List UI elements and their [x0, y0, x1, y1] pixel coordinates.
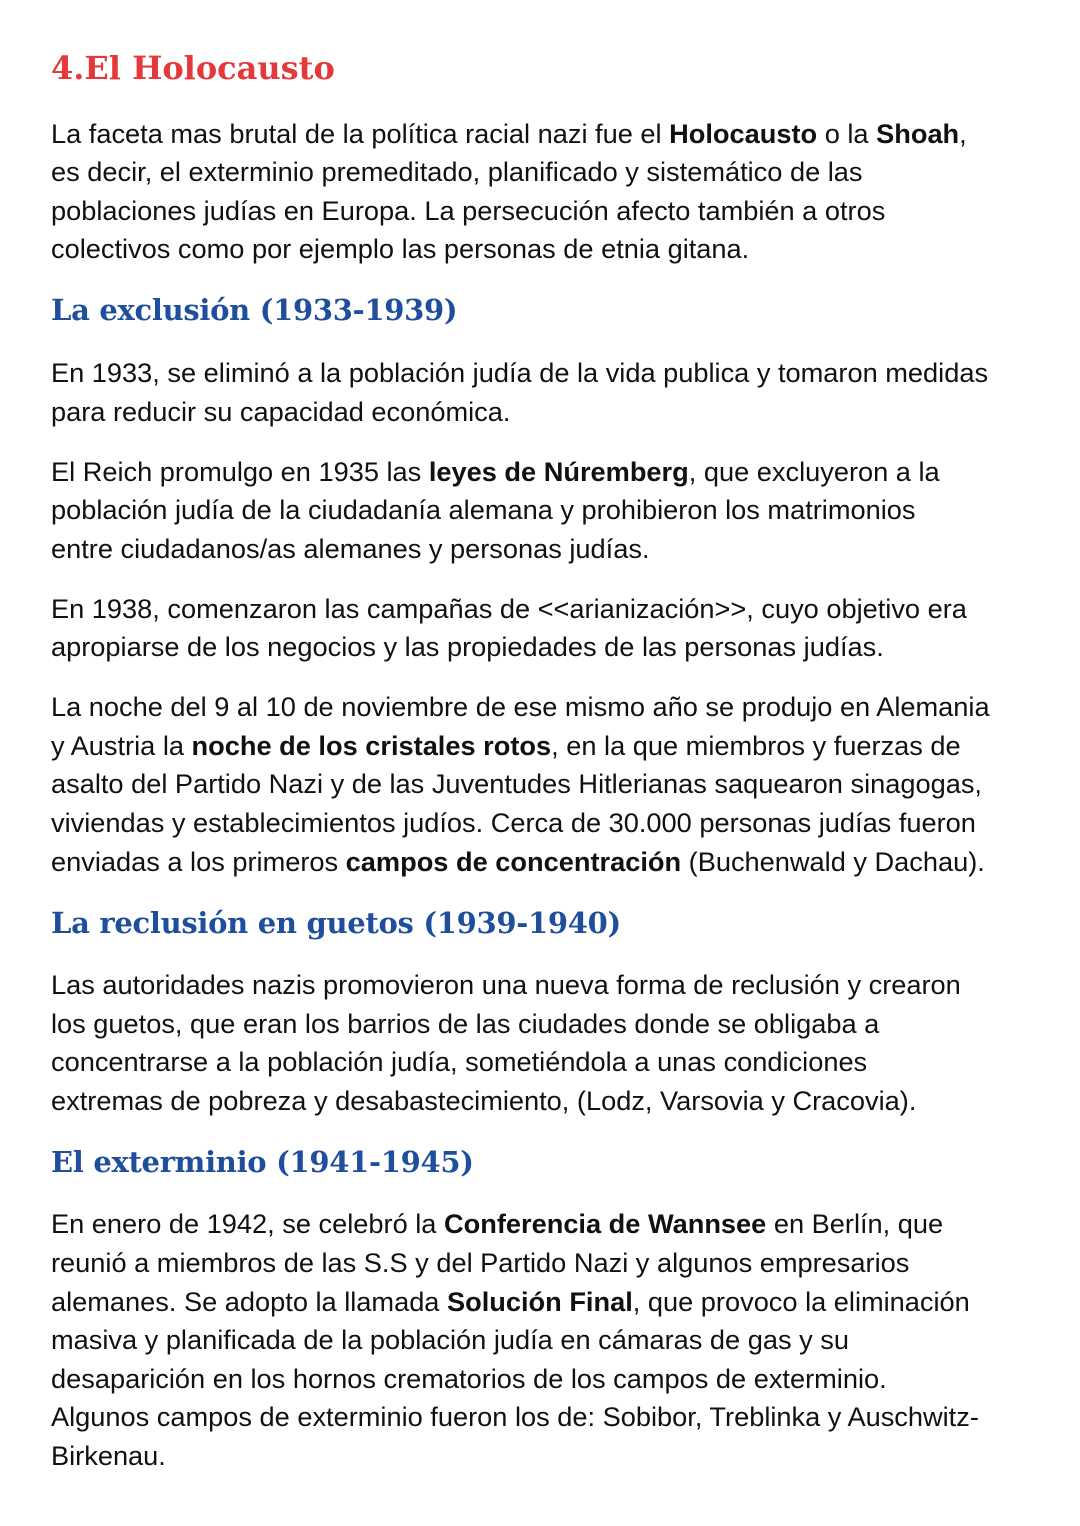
text-line — [51, 688, 1040, 727]
text-line — [51, 628, 1040, 667]
paragraph — [51, 1205, 1040, 1475]
text-line — [51, 1360, 1040, 1399]
text-segment: , que provoco la eliminación — [632, 1285, 970, 1317]
text-segment: El Reich promulgo en 1935 las — [51, 455, 429, 487]
text-line — [51, 843, 1040, 882]
text-segment: en Berlín, que — [766, 1208, 944, 1240]
text-line — [51, 1043, 1040, 1082]
text-segment: Algunos campos de exterminio fueron los de: Sobibor, Treblinka y Auschwitz- — [51, 1401, 979, 1433]
text-line — [51, 192, 1040, 231]
document-page — [51, 46, 1040, 1497]
text-line — [51, 1321, 1040, 1360]
text-line — [51, 354, 1040, 393]
text-segment: La faceta mas brutal de la política racial nazi fue el — [51, 117, 670, 149]
text-segment: En 1933, se eliminó a la población judía de la vida publica y tomaron medidas — [51, 356, 989, 388]
bold-term: campos de concentración — [345, 845, 682, 877]
text-segment: reunió a miembros de las S.S y del Partido Nazi y algunos empresarios — [51, 1247, 910, 1278]
text-segment: extremas de pobreza y desabastecimiento, (Lodz, Varsovia y Cracovia). — [51, 1084, 917, 1116]
document-body — [51, 115, 1040, 1476]
text-segment: Birkenau. — [51, 1439, 166, 1471]
text-segment: masiva y planificada de la población judía en cámaras de gas y su — [51, 1324, 849, 1356]
text-segment: apropiarse de los negocios y las propiedades de las personas judías. — [51, 631, 884, 663]
text-line — [51, 1398, 1040, 1437]
text-segment: para reducir su capacidad económica. — [51, 395, 511, 427]
text-segment: En enero de 1942, se celebró la — [51, 1208, 444, 1240]
text-line — [51, 453, 1040, 492]
text-segment: asalto del Partido Nazi y de las Juventudes Hitlerianas saquearon sinagogas, — [51, 768, 982, 800]
text-segment: es decir, el exterminio premeditado, planificado y sistemático de las — [51, 156, 863, 188]
text-line — [51, 115, 1040, 154]
text-line — [51, 1205, 1040, 1244]
bold-term: leyes de Núremberg — [428, 455, 689, 487]
text-segment: alemanes. Se adopto la llamada — [51, 1285, 447, 1317]
text-segment: La noche del 9 al 10 de noviembre de ese mismo año se produjo en Alemania — [51, 691, 990, 723]
section-heading: La exclusión (1933-1939) — [51, 293, 458, 328]
text-segment: enviadas a los primeros — [51, 845, 346, 877]
text-segment: desaparición en los hornos crematorios de los campos de exterminio. — [51, 1362, 887, 1394]
text-line — [51, 153, 1040, 192]
text-segment: , que excluyeron a la — [688, 455, 940, 487]
text-line — [51, 491, 1040, 530]
text-line — [51, 1244, 1040, 1283]
text-segment: viviendas y establecimientos judíos. Cerca de 30.000 personas judías fueron — [51, 807, 976, 839]
text-segment: colectivos como por ejemplo las personas de etnia gitana. — [51, 233, 750, 265]
text-line — [51, 530, 1040, 569]
bold-term: Holocausto — [669, 117, 818, 149]
text-line — [51, 804, 1040, 843]
text-line — [51, 590, 1040, 629]
section-heading: La reclusión en guetos (1939-1940) — [51, 905, 621, 940]
section-heading: El exterminio (1941-1945) — [51, 1144, 474, 1179]
text-segment: Las autoridades nazis promovieron una nueva forma de reclusión y crearon — [51, 969, 961, 1001]
text-segment: población judía de la ciudadanía alemana y prohibieron los matrimonios — [51, 494, 916, 526]
text-line — [51, 1283, 1040, 1322]
text-segment: o la — [817, 117, 877, 149]
paragraph — [51, 115, 1040, 269]
text-segment: y Austria la — [51, 729, 192, 761]
text-segment: , — [959, 117, 967, 149]
paragraph — [51, 688, 1040, 881]
paragraph — [51, 453, 1040, 569]
text-segment: , en la que miembros y fuerzas de — [551, 729, 961, 761]
bold-term: Conferencia de Wannsee — [443, 1208, 767, 1240]
text-line — [51, 1005, 1040, 1044]
text-line — [51, 1437, 1040, 1476]
bold-term: Shoah — [876, 117, 960, 149]
text-segment: (Buchenwald y Dachau). — [681, 845, 985, 877]
paragraph — [51, 354, 1040, 431]
text-segment: poblaciones judías en Europa. La persecución afecto también a otros — [51, 194, 886, 226]
text-line — [51, 727, 1040, 766]
text-segment: los guetos, que eran los barrios de las ciudades donde se obligaba a — [51, 1007, 880, 1039]
paragraph — [51, 590, 1040, 667]
bold-term: Solución Final — [446, 1285, 633, 1317]
text-line — [51, 966, 1040, 1005]
text-line — [51, 393, 1040, 432]
text-line — [51, 1082, 1040, 1121]
text-segment: En 1938, comenzaron las campañas de <<arianización>>, cuyo objetivo era — [51, 592, 967, 624]
text-line — [51, 765, 1040, 804]
text-segment: concentrarse a la población judía, sometiéndola a unas condiciones — [51, 1046, 868, 1078]
bold-term: noche de los cristales rotos — [191, 729, 552, 761]
paragraph — [51, 966, 1040, 1120]
page-title: 4.El Holocausto — [51, 49, 335, 87]
text-line — [51, 230, 1040, 269]
text-segment: entre ciudadanos/as alemanes y personas judías. — [51, 532, 650, 564]
